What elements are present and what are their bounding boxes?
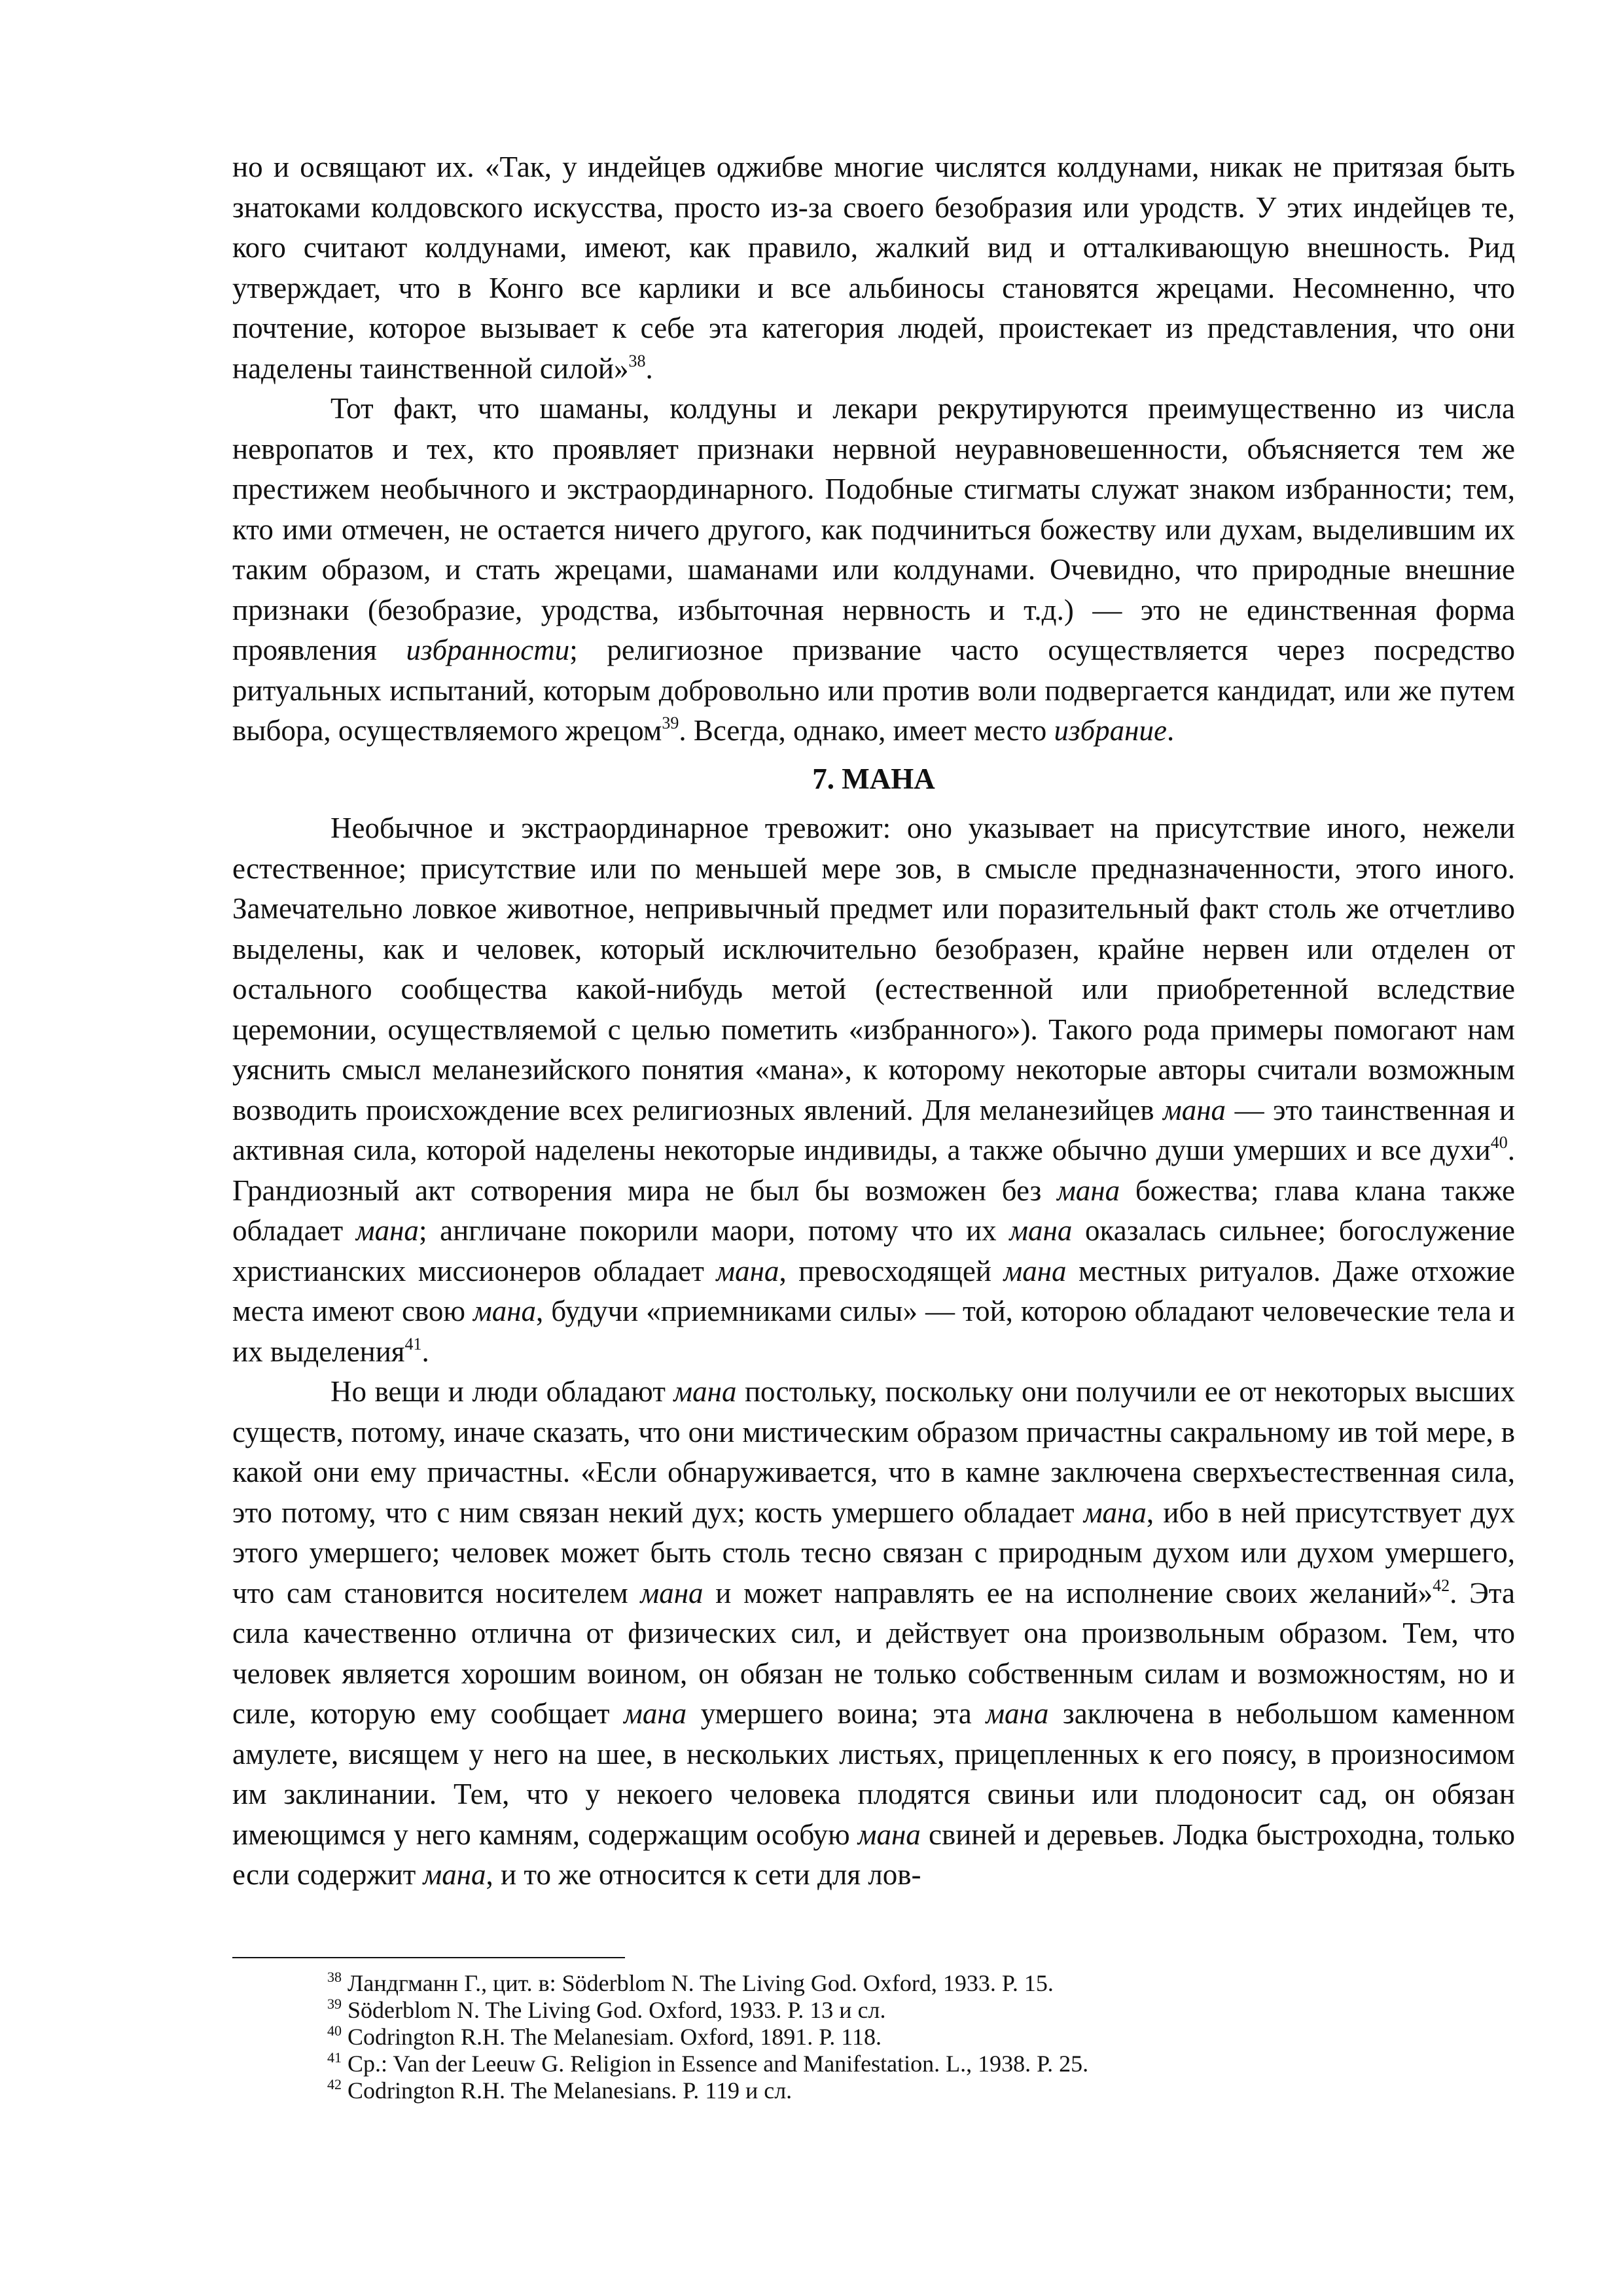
paragraph-shamans: Тот факт, что шаманы, колдуны и лекари рекрутируются преимущественно из числа невропатов и тех, кто проявляет признаки нервной неуравновешенности, объясняется тем же престижем необычного и экстраординарного. Подобные стигматы служат знаком избранности; тем, кто ими отмечен, не остается ничего другого, как подчиниться божеству или духам, выделившим их таким образом, и стать жрецами, шаманами или колдунами. Очевидно, что природные внешние признаки (безобразие, уродства, избыточная нервность и т.д.) — это не единственная форма проявления избранности; религиозное призвание часто осуществляется через посредство ритуальных испытаний, которым добровольно или против воли подвергается кандидат, или же путем выбора, осуществляемого жрецом$^{39}$. Всегда, однако, имеет место избрание. (232, 392, 1515, 747)
footnote (327, 2051, 1505, 2077)
emphasis-text: мана (423, 1858, 486, 1891)
emphasis-text: мана (355, 1214, 419, 1247)
emphasis-text: мана (1009, 1214, 1073, 1247)
footnote-reference[interactable]: 39 (662, 713, 679, 732)
footnote-reference[interactable]: 41 (404, 1334, 422, 1354)
emphasis-text: мана (1163, 1093, 1226, 1126)
section-heading: 7. МАНА (812, 762, 935, 795)
emphasis-text: мана (716, 1254, 779, 1287)
paragraph-mana-source: Но вещи и люди обладают мана постольку, поскольку они получили ее от некоторых высших существ, потому, иначе сказать, что они мистическим образом причастны сакральному ив той мере, в какой они ему причастны. «Если обнаруживается, что в камне заключена сверхъестественная сила, это потому, что с ним связан некий дух; кость умершего обладает мана, ибо в ней присутствует дух этого умершего; человек может быть столь тесно связан с природным духом или духом умершего, что сам становится носителем мана и может направлять ее на исполнение своих желаний»$^{42}$. Эта сила качественно отлична от физических сил, и действует она произвольным образом. Тем, что человек является хорошим воином, он обязан не только собственным силам и возможностям, но и силе, которую ему сообщает мана умершего воина; эта мана заключена в небольшом каменном амулете, висящем у него на шее, в нескольких листьях, прицепленных к его поясу, в произносимом им заклинании. Тем, что у некоего человека плодятся свиньи или плодоносит сад, он обязан имеющимся у него камням, содержащим особую мана свиней и деревьев. Лодка быстроходна, только если содержит мана, и то же относится к сети для лов- (232, 1375, 1515, 1891)
footnote-reference[interactable]: 40 (1490, 1133, 1508, 1152)
footnote-divider (232, 1957, 625, 1958)
footnote-text: Ландгманн Г., цит. в: Söderblom N. The Living God. Oxford, 1933. P. 15. (348, 1970, 1054, 1996)
emphasis-text: мана (673, 1375, 737, 1408)
footnote (327, 2077, 1505, 2104)
paragraph-continuation: но и освящают их. «Так, у индейцев оджибве многие числятся колдунами, никак не притязая быть знатоками колдовского искусства, просто из-за своего безобразия или уродств. У этих индейцев те, кого считают колдунами, имеют, как правило, жалкий вид и отталкивающую внешность. Рид утверждает, что в Конго все карлики и все альбиносы становятся жрецами. Несомненно, что почтение, которое вызывает к себе эта категория людей, проистекает из представления, что они наделены таинственной силой»$^{38}$. (232, 151, 1515, 385)
emphasis-text: мана (857, 1818, 921, 1851)
footnote-number: 41 (327, 2049, 342, 2066)
emphasis-text: мана (640, 1576, 704, 1609)
page-body (232, 147, 1515, 1895)
emphasis-text: избранности (406, 634, 570, 666)
emphasis-text: мана (1057, 1174, 1120, 1207)
footnote (327, 1997, 1505, 2024)
emphasis-text: мана (986, 1697, 1049, 1730)
footnote-number: 39 (327, 1996, 342, 2012)
footnote-text: Cp.: Van der Leeuw G. Religion in Essence and Manifestation. L., 1938. P. 25. (348, 2051, 1089, 2077)
emphasis-text: избрание (1054, 714, 1167, 747)
footnote-number: 38 (327, 1969, 342, 1985)
footnote-text: Söderblom N. The Living God. Oxford, 1933. P. 13 и сл. (348, 1997, 886, 2023)
footnote-text: Codrington R.H. The Melanesians. P. 119 и сл. (348, 2077, 793, 2104)
emphasis-text: мана (624, 1697, 687, 1730)
emphasis-text: мана (473, 1295, 537, 1327)
emphasis-text: мана (1083, 1496, 1147, 1529)
emphasis-text: мана (1003, 1254, 1067, 1287)
footnote-number: 42 (327, 2076, 342, 2092)
paragraph-mana-intro: Необычное и экстраординарное тревожит: оно указывает на присутствие иного, нежели естественное; присутствие или по меньшей мере зов, в смысле предназначенности, этого иного. Замечательно ловкое животное, непривычный предмет или поразительный факт столь же отчетливо выделены, как и человек, который исключительно безобразен, крайне нервен или отделен от остального сообщества какой-нибудь метой (естественной или приобретенной вследствие церемонии, осуществляемой с целью пометить «избранного»). Такого рода примеры помогают нам уяснить смысл меланезийского понятия «мана», к которому некоторые авторы считали возможным возводить происхождение всех религиозных явлений. Для меланезийцев мана — это таинственная и активная сила, которой наделены некоторые индивиды, а также обычно души умерших и все духи$^{40}$. Грандиозный акт сотворения мира не был бы возможен без мана божества; глава клана также обладает мана; англичане покорили маори, потому что их мана оказалась сильнее; богослужение христианских миссионеров обладает мана, превосходящей мана местных ритуалов. Даже отхожие места имеют свою мана, будучи «приемниками силы» — той, которою обладают человеческие тела и их выделения$^{41}$. (232, 812, 1515, 1368)
footnote-reference[interactable]: 38 (628, 351, 646, 370)
footnote-number: 40 (327, 2022, 342, 2039)
footnote-reference[interactable]: 42 (1433, 1575, 1450, 1595)
footnote (327, 1970, 1505, 1997)
footnotes (327, 1970, 1505, 2104)
footnote (327, 2024, 1505, 2051)
footnote-text: Codrington R.H. The Melanesiam. Oxford, 1891. P. 118. (348, 2024, 882, 2050)
